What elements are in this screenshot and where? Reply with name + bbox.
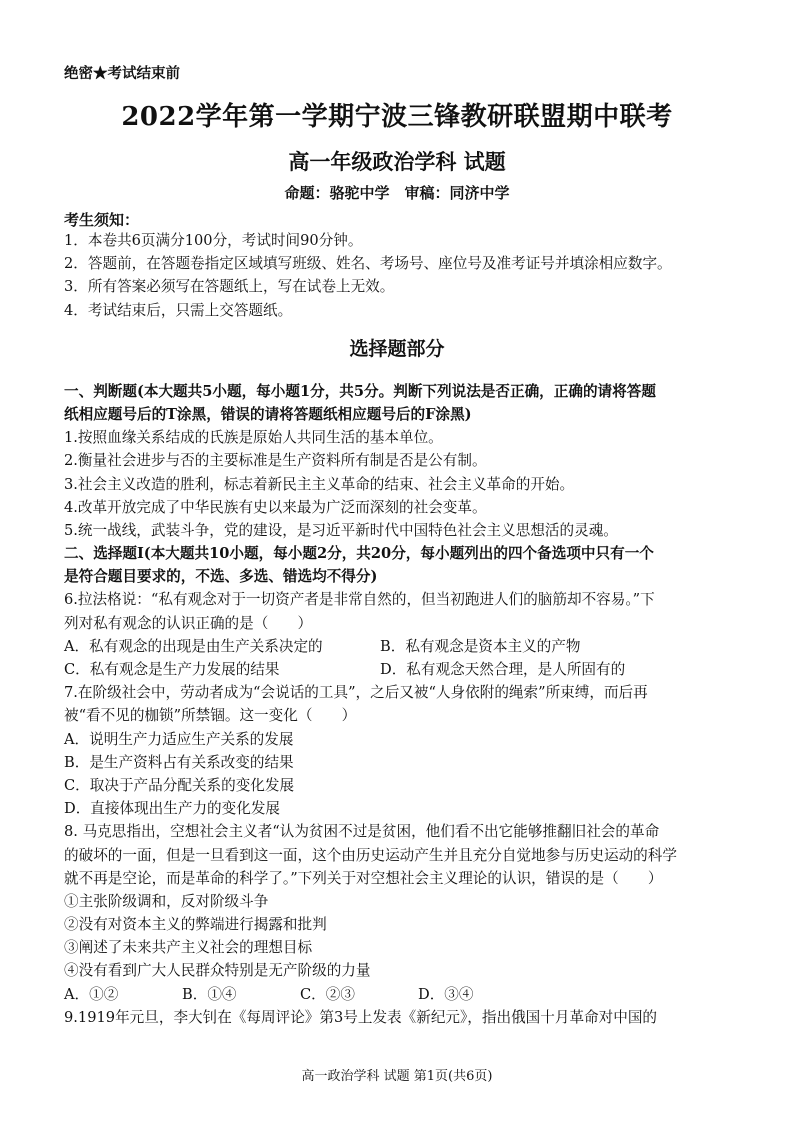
question-6-options (64, 658, 734, 681)
notice-item: 1．本卷共6页满分100分，考试时间90分钟。 (64, 232, 363, 249)
judgment-item: 4.改革开放完成了中华民族有史以来最为广泛而深刻的社会变革。 (64, 498, 487, 516)
option-d: D．私有观念天然合理，是人所固有的 (380, 661, 626, 678)
part2-heading: 是符合题目要求的，不选、多选、错选均不得分) (64, 568, 378, 586)
question-8-options (64, 983, 734, 1006)
notice-item: 3．所有答案必须写在答题纸上，写在试卷上无效。 (64, 278, 395, 296)
question-6-options (64, 635, 734, 658)
statement-1: ①主张阶级调和，反对阶级斗争 (64, 892, 269, 910)
statement-2: ②没有对资本主义的弊端进行揭露和批判 (64, 916, 327, 934)
question-9-stem: 9.1919年元旦，李大钊在《每周评论》第3号上发表《新纪元》，指出俄国十月革命对中国的 (64, 1008, 658, 1026)
option-a: A．私有观念的出现是由生产关系决定的 (64, 637, 323, 655)
statement-4: ④没有看到广大人民群众特别是无产阶级的力量 (64, 962, 371, 980)
part1-heading: 一、判断题(本大题共5小题，每小题1分，共5分。判断下列说法是否正确，正确的请将答题 (64, 382, 656, 400)
judgment-item: 2.衡量社会进步与否的主要标准是生产资料所有制是否是公有制。 (64, 452, 487, 470)
question-8-stem: 的破坏的一面，但是一旦看到这一面，这个由历史运动产生并且充分自觉地参与历史运动的科学 (64, 846, 677, 864)
notice-heading: 考生须知： (64, 211, 140, 229)
exam-title: 2022学年第一学期宁波三锋教研联盟期中联考 (121, 102, 673, 132)
option-b: B．是生产资料占有关系改变的结果 (64, 753, 294, 771)
section-title: 选择题部分 (349, 338, 445, 360)
option-c: C．取决于产品分配关系的变化发展 (64, 776, 295, 794)
question-7-stem: 7.在阶级社会中，劳动者成为“会说话的工具”，之后又被“人身依附的绳索”所束缚，而后再 (64, 684, 648, 702)
exam-subtitle: 高一年级政治学科 试题 (288, 149, 506, 174)
option-d: D．③④ (418, 985, 474, 1003)
exam-authors: 命题：骆驼中学 审稿：同济中学 (284, 184, 510, 202)
option-a: A．①② (64, 985, 119, 1003)
judgment-item: 3.社会主义改造的胜利，标志着新民主主义革命的结束、社会主义革命的开始。 (64, 475, 575, 493)
option-a: A．说明生产力适应生产关系的发展 (64, 730, 294, 748)
notice-item: 4．考试结束后，只需上交答题纸。 (64, 301, 293, 319)
option-b: B．①④ (182, 985, 237, 1003)
option-c: C．②③ (300, 985, 355, 1003)
part1-heading: 纸相应题号后的T涂黑，错误的请将答题纸相应题号后的F涂黑) (64, 405, 472, 423)
question-7-stem: 被“看不见的枷锁”所禁锢。这一变化（ ） (64, 707, 357, 725)
option-c: C．私有观念是生产力发展的结果 (64, 661, 280, 678)
page-footer: 高一政治学科 试题 第1页(共6页) (301, 1069, 493, 1084)
option-b: B．私有观念是资本主义的产物 (380, 637, 581, 655)
part2-heading: 二、选择题Ⅰ(本大题共10小题，每小题2分，共20分，每小题列出的四个备选项中只有一个 (64, 545, 654, 563)
question-8-stem: 8. 马克思指出，空想社会主义者“认为贫困不过是贫困，他们看不出它能够推翻旧社会的革命 (64, 823, 660, 841)
confidential-label: 绝密★考试结束前 (64, 65, 180, 82)
question-6-stem: 6.拉法格说：“私有观念对于一切资产者是非常自然的，但当初跑进人们的脑筋却不容易。”下 (64, 591, 655, 609)
question-8-stem: 就不再是空论，而是革命的科学了。”下列关于对空想社会主义理论的认识，错误的是（ ） (64, 869, 663, 887)
judgment-item: 1.按照血缘关系结成的氏族是原始人共同生活的基本单位。 (64, 429, 443, 447)
statement-3: ③阐述了未来共产主义社会的理想目标 (64, 939, 313, 957)
option-d: D．直接体现出生产力的变化发展 (64, 800, 281, 818)
notice-item: 2．答题前，在答题卷指定区域填写班级、姓名、考场号、座位号及准考证号并填涂相应数字。 (64, 255, 672, 273)
question-6-stem: 列对私有观念的认识正确的是（ ） (64, 614, 313, 632)
notice-list (64, 229, 734, 322)
judgment-item: 5.统一战线，武装斗争，党的建设，是习近平新时代中国特色社会主义思想活的灵魂。 (64, 521, 618, 539)
